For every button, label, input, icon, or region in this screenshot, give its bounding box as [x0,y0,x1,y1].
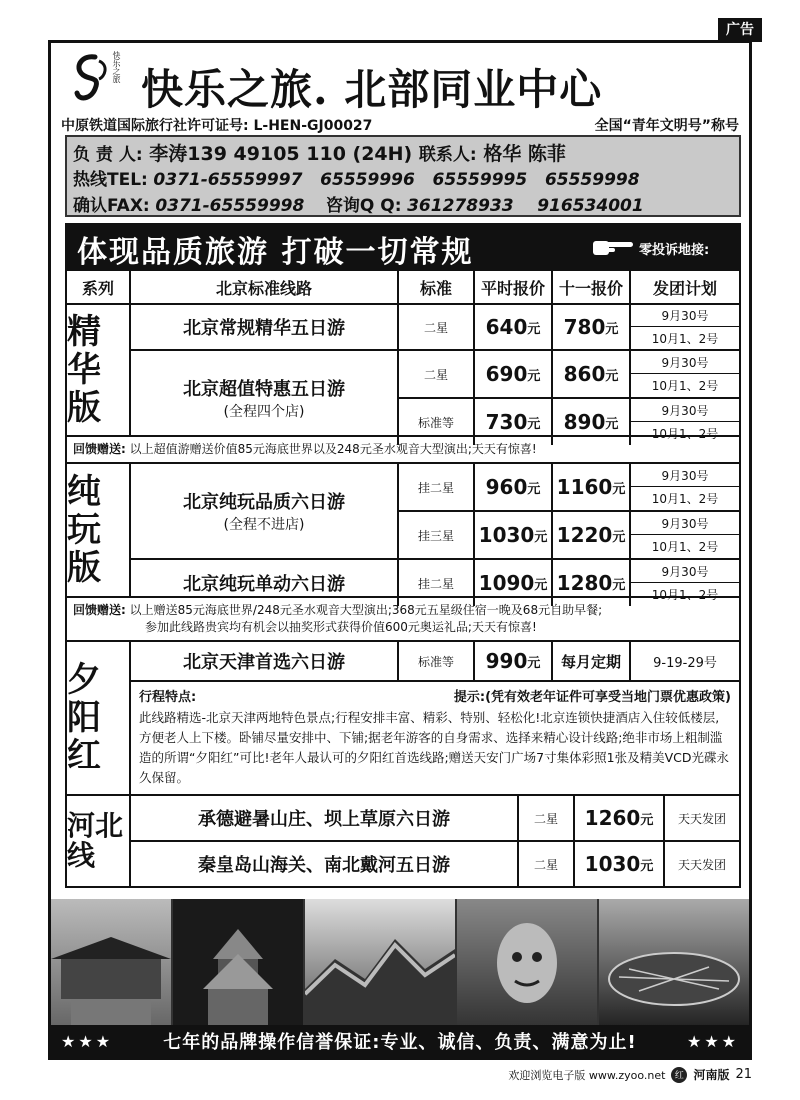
photo-birds-nest [599,899,749,1027]
series-name: 纯玩版 [67,464,131,596]
route-standard: 二星 [399,351,475,397]
slogan-text: 体现品质旅游 打破一切常规 [77,235,474,270]
section-hebei [67,794,739,886]
route-standard: 挂二星 [399,464,475,510]
route-standard: 二星 [519,796,575,840]
complaint-label: 零投诉地接: [639,243,710,258]
itinerary-features [131,682,739,794]
price: 1030 元 [575,842,665,886]
holiday-price: 每月定期 [553,642,631,680]
route-name: 秦皇岛山海关、南北戴河五日游 [131,842,519,886]
th-normal-price: 平时报价 [475,271,553,303]
route-standard: 标准等 [399,642,475,680]
pointing-hand-icon [591,233,635,259]
section-xiyanghong [67,640,739,794]
youth-honor: 全国“青年文明号”称号 [594,118,739,134]
table-row [131,842,739,886]
qq-values: 361278933 916534001 [407,196,644,216]
table-row [131,642,739,682]
th-schedule: 发团计划 [652,278,717,298]
th-series: 系列 [67,271,131,303]
schedule-dates: 9月30号 10月1、2号 [631,351,739,397]
fax-value: 0371-65559998 [155,196,305,216]
th-holiday-price: 十一报价 [553,271,631,303]
photo-great-wall [305,899,455,1027]
table-row [131,796,739,842]
section-jinghua [67,303,739,441]
tel-label: 热线TEL: [73,170,148,190]
series-name: 夕阳红 [67,642,131,794]
section-chunwan [67,462,739,602]
route-name: 北京纯玩品质六日游 (全程不进店) [131,464,399,558]
schedule-dates: 9-19-29号 [653,655,717,671]
gift-note: 回馈赠送: 以上超值游赠送价值85元海底世界以及248元圣水观音大型演出;天天有惊喜! [67,435,739,462]
schedule-dates: 天天发团 [677,811,726,826]
star-icon: ★★★ [686,1031,739,1051]
th-route: 北京标准线路 [131,271,399,303]
qq-label: 咨询Q Q: [325,196,402,216]
route-standard: 标准等 [399,399,475,445]
fax-label: 确认FAX: [73,196,150,216]
tel-row [73,165,640,190]
manager-label: 负 责 人: [73,145,143,165]
photo-tiananmen [51,899,171,1027]
schedule-dates: 9月30号 10月1、2号 [631,305,739,349]
senior-tip: 提示:(凭有效老年证件可享受当地门票优惠政策) [453,690,731,705]
holiday-price: 1160 元 [553,464,631,510]
schedule-dates: 9月30号 10月1、2号 [631,464,739,510]
manager-value: 李涛139 49105 110 (24H) [149,143,413,165]
star-icon: ★★★ [61,1031,114,1051]
page-title: 快乐之旅. 北部同业中心 [141,65,603,114]
route-name: 承德避暑山庄、坝上草原六日游 [131,796,519,840]
series-name: 河北线 [67,796,131,886]
table-row [131,305,739,351]
normal-price: 1090 元 [475,560,553,606]
table-header [67,269,739,303]
th-standard: 标准 [399,271,475,303]
brand-promise: 七年的品牌操作信誉保证:专业、诚信、负责、满意为止! [163,1032,637,1053]
route-name: 北京常规精华五日游 [131,305,399,349]
photo-temple-of-heaven [173,899,303,1027]
feature-description: 此线路精选-北京天津两地特色景点;行程安排丰富、精彩、特别、轻松化!北京连锁快捷酒店入住较低楼层,方便老人上下楼。卧铺尽量安排中、下铺;据老年游客的自身需求、选择来精心设计线路;绝非市场上粗制滥造的所谓“夕阳红”可比!老年人最认可的夕阳红首选线路;赠送天安门广场7寸集体彩照1张及精美VCD光碟永久保留。 [139,710,729,785]
route-standard: 二星 [399,305,475,349]
edition-label: 河南版 [693,1068,730,1082]
holiday-price: 1280 元 [553,560,631,606]
slogan-bar [65,223,741,269]
holiday-price: 1220 元 [553,512,631,558]
feature-label: 行程特点: [139,690,197,705]
header [51,43,749,134]
route-name: 北京纯玩单动六日游 [131,560,399,606]
normal-price: 990 元 [475,642,553,680]
holiday-price: 890 元 [553,399,631,445]
schedule-dates: 9月30号 10月1、2号 [631,512,739,558]
table-row [399,464,739,512]
red-badge-icon: 红 [671,1067,687,1083]
normal-price: 960 元 [475,464,553,510]
footer-bar [51,1025,749,1057]
logo-text: 快乐之旅 [112,51,121,83]
photo-strip [51,899,749,1027]
normal-price: 730 元 [475,399,553,445]
liaison-label: 联系人: [418,145,477,165]
normal-price: 690 元 [475,351,553,397]
contact-box [65,135,741,217]
holiday-price: 780 元 [553,305,631,349]
license-number: 中原铁道国际旅行社许可证号: L-HEN-GJ00027 [61,118,373,134]
ad-tag: 广告 [718,18,762,42]
manager-row [73,139,566,166]
page-number: 21 [735,1067,752,1082]
gift-note: 回馈赠送: 以上赠送85元海底世界/248元圣水观音大型演出;368元五星级住宿一晚及68元自助早餐; 参加此线路贵宾均有机会以抽奖形式获得价值600元奥运礼品;天天有惊喜! [67,596,739,640]
price: 1260 元 [575,796,665,840]
schedule-dates: 天天发团 [677,857,726,872]
table-row [399,351,739,399]
advertisement-frame [48,40,752,1060]
photo-opera-mask [457,899,597,1027]
tel-values: 0371-65559997 65559996 65559995 65559998 [153,170,640,190]
route-table [65,269,741,888]
route-name: 北京超值特惠五日游 (全程四个店) [131,351,399,445]
website-link[interactable]: 欢迎浏览电子版 www.zyoo.net [508,1068,666,1082]
normal-price: 640 元 [475,305,553,349]
route-standard: 二星 [519,842,575,886]
schedule-dates: 9月30号 10月1、2号 [631,399,739,445]
normal-price: 1030 元 [475,512,553,558]
schedule-dates: 9月30号 10月1、2号 [631,560,739,606]
holiday-price: 860 元 [553,351,631,397]
liaison-value: 格华 陈菲 [483,143,566,165]
fax-row [73,191,644,216]
page-footer [508,1066,752,1083]
table-row [399,512,739,558]
series-name: 精华版 [67,305,131,435]
route-standard: 挂二星 [399,560,475,606]
route-standard: 挂三星 [399,512,475,558]
route-name: 北京天津首选六日游 [131,642,399,680]
